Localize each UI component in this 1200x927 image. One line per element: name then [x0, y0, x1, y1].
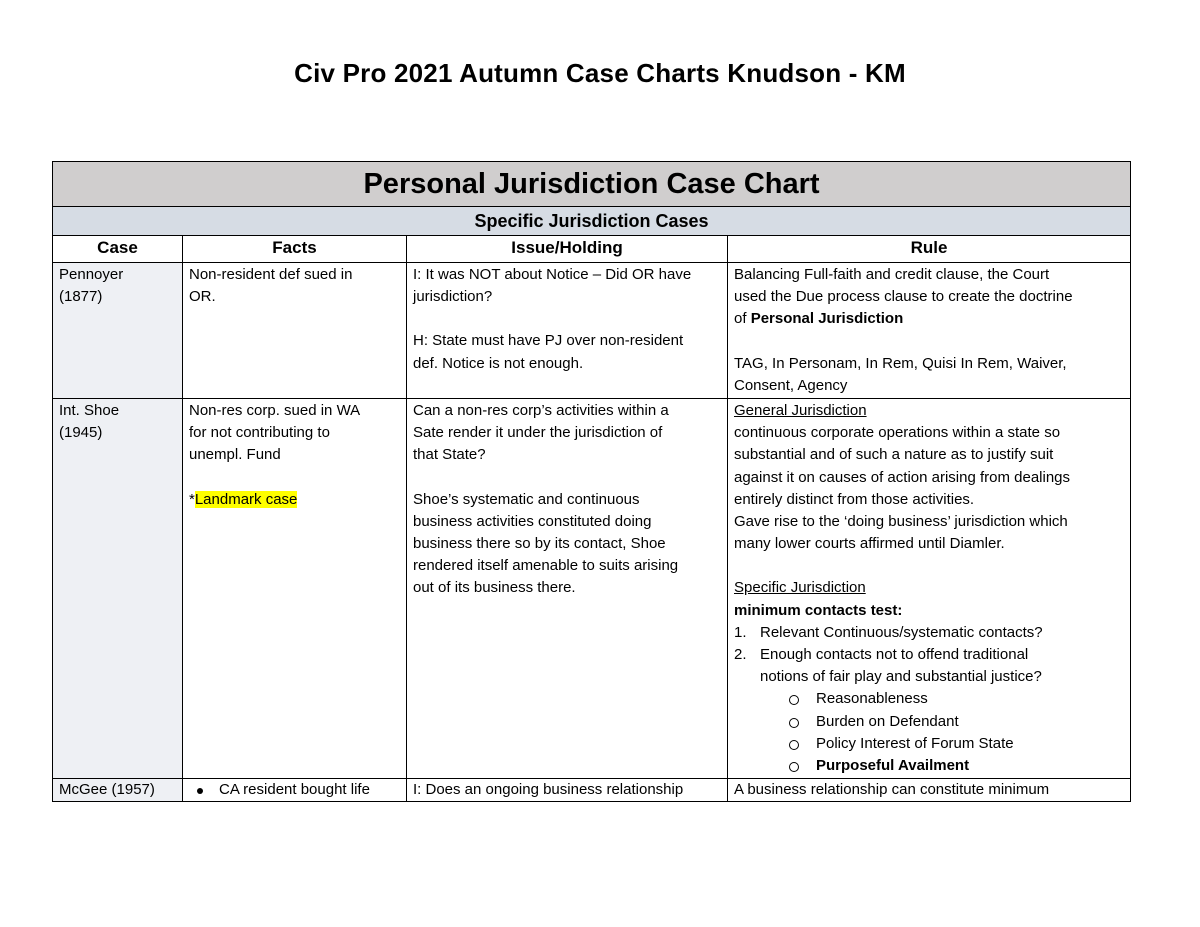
rule-cell	[728, 399, 1131, 779]
column-header-rule: Rule	[728, 236, 1131, 263]
case-name: McGee (1957)	[59, 781, 155, 799]
rule-emphasis: Personal Jurisdiction	[750, 310, 904, 328]
bullet-item	[189, 780, 400, 800]
column-header-case: Case	[53, 236, 183, 263]
issue-holding-cell	[407, 263, 728, 399]
list-item	[734, 622, 1124, 644]
column-header-row	[53, 236, 1131, 263]
chart-title: Personal Jurisdiction Case Chart	[53, 162, 1131, 207]
chart-subtitle: Specific Jurisdiction Cases	[53, 207, 1131, 236]
issue-line: I: Does an ongoing business relationship	[413, 781, 684, 799]
list-number: 1.	[734, 623, 747, 641]
list-text: Relevant Continuous/systematic contacts?	[760, 623, 1043, 641]
sub-list-text: Burden on Defendant	[816, 712, 959, 730]
issue-line: jurisdiction?	[413, 288, 493, 306]
table-row-mcgee	[53, 779, 1131, 802]
issue-line: Can a non-res corp’s activities within a	[413, 402, 669, 420]
spacer	[413, 308, 721, 330]
rule-line: entirely distinct from those activities.	[734, 490, 975, 508]
table-row-int-shoe	[53, 399, 1131, 779]
list-number: 2.	[734, 646, 747, 664]
circle-bullet-icon	[789, 718, 799, 728]
sub-list-text: Purposeful Availment	[816, 757, 970, 775]
rule-line: Gave rise to the ‘doing business’ jurisdiction which	[734, 513, 1068, 531]
spacer	[413, 467, 721, 489]
holding-line: business activities constituted doing	[413, 512, 652, 530]
list-text: notions of fair play and substantial justice?	[760, 668, 1042, 686]
holding-line: Shoe’s systematic and continuous	[413, 490, 640, 508]
minimum-contacts-label: minimum contacts test:	[734, 601, 903, 619]
list-item	[734, 644, 1124, 688]
rule-line: used the Due process clause to create the doctrine	[734, 288, 1073, 306]
facts-line: OR.	[189, 288, 216, 306]
specific-jurisdiction-heading: Specific Jurisdiction	[734, 579, 866, 597]
case-cell	[53, 399, 183, 779]
bullet-icon	[197, 788, 203, 794]
facts-line: CA resident bought life	[219, 781, 370, 799]
spacer	[734, 555, 1124, 577]
facts-cell	[183, 399, 407, 779]
case-year: (1877)	[59, 288, 103, 306]
rule-line: many lower courts affirmed until Diamler.	[734, 535, 1005, 553]
facts-line: Non-resident def sued in	[189, 266, 353, 283]
case-name: Pennoyer	[59, 266, 124, 283]
sub-list-item	[734, 733, 1124, 755]
table-row-pennoyer	[53, 263, 1131, 399]
sub-list-text: Reasonableness	[816, 690, 928, 708]
rule-line	[734, 308, 1124, 330]
facts-line: Non-res corp. sued in WA	[189, 402, 361, 420]
asterisk: *	[189, 490, 195, 508]
sub-list-item	[734, 688, 1124, 710]
facts-line: unempl. Fund	[189, 446, 281, 464]
circle-bullet-icon	[789, 695, 799, 705]
rule-line: A business relationship can constitute minimum	[734, 781, 1050, 799]
holding-line: def. Notice is not enough.	[413, 354, 584, 372]
case-chart-table	[52, 161, 1131, 802]
issue-holding-cell	[407, 779, 728, 802]
column-header-facts: Facts	[183, 236, 407, 263]
spacer	[189, 467, 400, 489]
document-title: Civ Pro 2021 Autumn Case Charts Knudson - KM	[294, 58, 906, 88]
rule-prefix: of	[734, 310, 751, 328]
case-cell	[53, 263, 183, 399]
column-header-issue-holding: Issue/Holding	[407, 236, 728, 263]
landmark-highlight: Landmark case	[194, 490, 298, 508]
rule-line: continuous corporate operations within a state so	[734, 424, 1061, 442]
issue-line: I: It was NOT about Notice – Did OR have	[413, 266, 692, 283]
facts-cell	[183, 263, 407, 399]
sub-list-text: Policy Interest of Forum State	[816, 734, 1014, 752]
circle-bullet-icon	[789, 740, 799, 750]
holding-line: rendered itself amenable to suits arising	[413, 557, 679, 575]
rule-line: substantial and of such a nature as to justify suit	[734, 446, 1054, 464]
holding-line: business there so by its contact, Shoe	[413, 535, 666, 553]
rule-cell	[728, 263, 1131, 399]
rule-line: Balancing Full-faith and credit clause, the Court	[734, 266, 1050, 283]
general-jurisdiction-heading: General Jurisdiction	[734, 402, 867, 420]
circle-bullet-icon	[789, 762, 799, 772]
rule-line: TAG, In Personam, In Rem, Quisi In Rem, Waiver,	[734, 354, 1067, 372]
facts-cell	[183, 779, 407, 802]
case-cell	[53, 779, 183, 802]
spacer	[734, 331, 1124, 353]
facts-line: for not contributing to	[189, 424, 330, 442]
case-year: (1945)	[59, 424, 103, 442]
issue-line: Sate render it under the jurisdiction of	[413, 424, 663, 442]
issue-holding-cell	[407, 399, 728, 779]
list-text: Enough contacts not to offend traditional	[760, 646, 1029, 664]
holding-line: H: State must have PJ over non-resident	[413, 332, 684, 350]
holding-line: out of its business there.	[413, 579, 576, 597]
sub-list-item	[734, 711, 1124, 733]
sub-list-item	[734, 755, 1124, 777]
issue-line: that State?	[413, 446, 486, 464]
rule-cell	[728, 779, 1131, 802]
rule-line: Consent, Agency	[734, 376, 848, 394]
rule-line: against it on causes of action arising from dealings	[734, 468, 1071, 486]
landmark-note	[189, 489, 400, 511]
case-name: Int. Shoe	[59, 402, 120, 420]
